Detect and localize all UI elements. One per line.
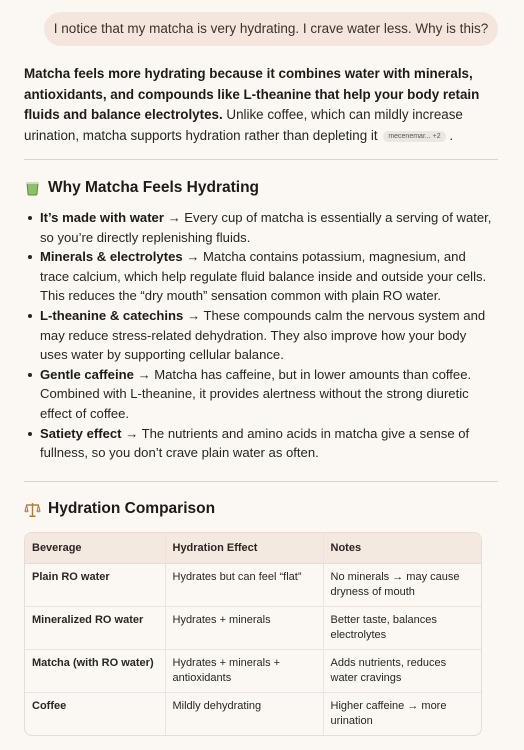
table-cell: Mildly dehydrating [165, 693, 323, 736]
column-header: Hydration Effect [165, 533, 323, 564]
column-header: Notes [323, 533, 481, 564]
section-title: Hydration Comparison [48, 500, 216, 517]
intro-paragraph [24, 64, 502, 146]
list-item [24, 247, 494, 306]
bullet-text: → These compounds calm the nervous system and may reduce stress-related dehydration. They also improve how your body uses water by supporting cellular balance. [40, 307, 486, 363]
section-heading-why [24, 179, 259, 197]
list-item [24, 424, 494, 463]
answer-intro [24, 64, 502, 146]
bullet-text: → The nutrients and amino acids in matcha give a sense of fullness, so you don’t crave plain water as often. [40, 425, 470, 461]
divider [24, 159, 498, 160]
table-row [25, 693, 481, 736]
bullet-term: Minerals & electrolytes [40, 249, 183, 265]
list-item [24, 208, 494, 247]
table-cell: No minerals → may cause dryness of mouth [323, 564, 481, 607]
bullet-term: Gentle caffeine [40, 366, 134, 382]
comparison-table [24, 532, 482, 736]
bullet-term: L-theanine & catechins [40, 307, 184, 323]
list-item [24, 365, 494, 424]
list-item [24, 306, 494, 365]
table-cell: Higher caffeine → more urination [323, 693, 481, 736]
table-cell: Plain RO water [25, 564, 165, 607]
section-heading-comparison [24, 500, 215, 518]
table-cell: Hydrates + minerals [165, 607, 323, 650]
bullet-term: It’s made with water [40, 210, 164, 225]
intro-bold: Matcha feels more hydrating because it combines water with minerals, antioxidants, and compounds like L-theanine that help your body retain fluids and balance electrolytes. [24, 66, 480, 122]
table-cell: Better taste, balances electrolytes [323, 607, 481, 650]
bullet-list [24, 208, 494, 463]
matcha-cup-icon [24, 180, 41, 197]
table-header-row [25, 533, 481, 564]
table-cell: Matcha (with RO water) [25, 650, 165, 693]
table-cell: Hydrates + minerals + antioxidants [165, 650, 323, 693]
section-title: Why Matcha Feels Hydrating [48, 179, 260, 196]
intro-rest: Unlike coffee, which can mildly increase urination, matcha supports hydration rather than depleting it [24, 107, 463, 143]
table-row [25, 564, 481, 607]
table-row [25, 607, 481, 650]
bullet-text: → Matcha contains potassium, magnesium, and trace calcium, which help regulate fluid balance inside and outside your cells. This reduces the “dry mouth” sensation common with plain RO water. [40, 249, 487, 304]
table-cell: Adds nutrients, reduces water cravings [323, 650, 481, 693]
intro-end: . [449, 127, 454, 143]
table-row [25, 650, 481, 693]
table-cell: Mineralized RO water [25, 607, 165, 650]
divider [24, 481, 498, 482]
table-cell: Coffee [32, 700, 67, 712]
column-header: Beverage [25, 533, 165, 564]
bullet-text: → Matcha has caffeine, but in lower amounts than coffee. Combined with L-theanine, it provides alertness without the strong diuretic effect of coffee. [40, 366, 472, 421]
user-message-bubble: I notice that my matcha is very hydrating. I crave water less. Why is this? [44, 12, 498, 46]
bullet-term: Satiety effect [40, 425, 122, 441]
balance-scale-icon [24, 501, 41, 518]
bullet-text: → Every cup of matcha is essentially a serving of water, so you’re directly replenishing fluids. [40, 210, 492, 245]
citation-chip[interactable]: mecenemar... +2 [383, 131, 445, 142]
table-cell: Hydrates but can feel “flat” [165, 564, 323, 607]
